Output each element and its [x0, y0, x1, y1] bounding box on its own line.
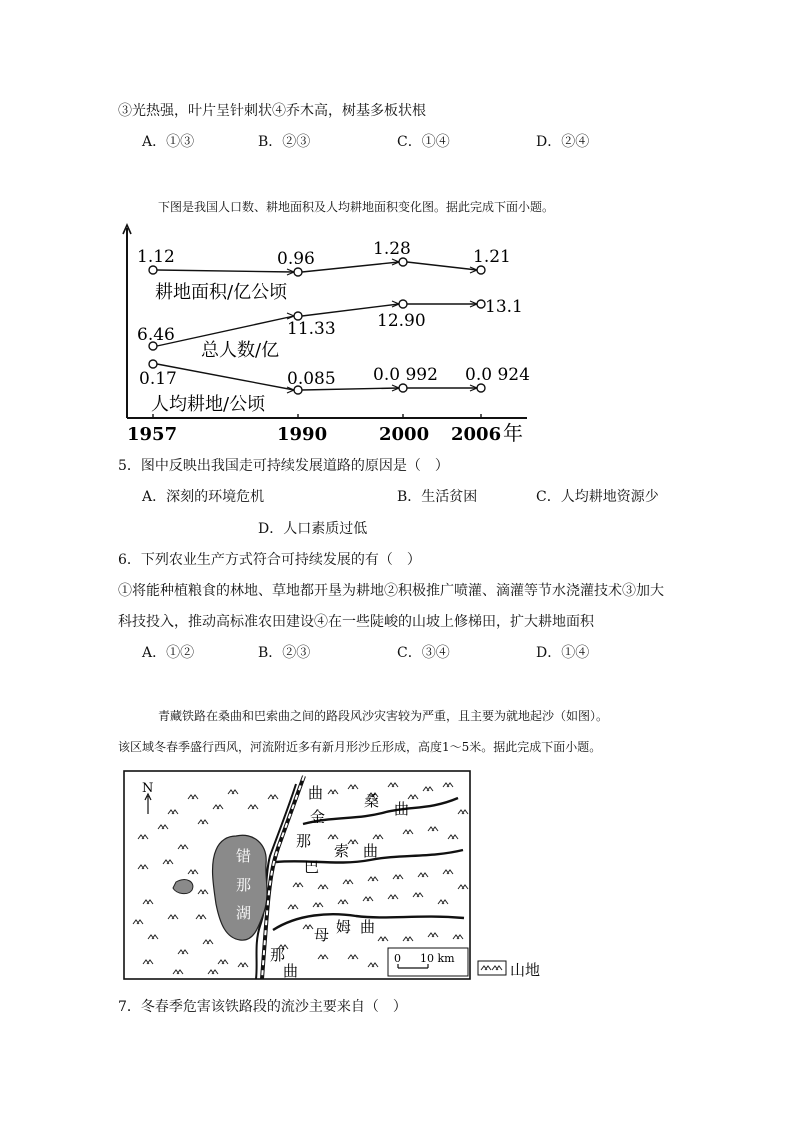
x-tick-label-1990: 1990	[277, 424, 328, 445]
label-na-top: 那	[296, 832, 312, 850]
lake-char-2: 那	[236, 876, 252, 894]
series-2-value-label-2000: 0.0 992	[373, 365, 438, 385]
series-1-value-label-2000: 12.90	[377, 311, 426, 331]
series-0-segment-0	[157, 270, 294, 272]
label-mu-qu: 曲	[360, 918, 376, 936]
q4-option-c: C．①④	[397, 134, 450, 150]
series-0-value-label-1957: 1.12	[137, 247, 175, 267]
q4-option-a: A．①③	[142, 134, 195, 150]
series-2-point-2006	[477, 384, 485, 392]
series-1-value-label-1957: 6.46	[137, 325, 175, 345]
q6-line-2: 科技投入，推动高标准农田建设④在一些陡峻的山坡上修梯田，扩大耕地面积	[118, 614, 594, 630]
x-tick-label-1957: 1957	[127, 424, 178, 445]
series-1-value-label-1990: 11.33	[287, 319, 336, 339]
series-0-segment-1	[302, 262, 399, 272]
x-axis-unit: 年	[503, 421, 523, 445]
series-2-point-1957	[149, 360, 157, 368]
series-0-point-1990	[294, 268, 302, 276]
series-0-point-1957	[149, 266, 157, 274]
chart-intro: 下图是我国人口数、耕地面积及人均耕地面积变化图。据此完成下面小题。	[158, 200, 555, 214]
series-0-value-label-2000: 1.28	[373, 239, 411, 259]
legend-label: 山地	[510, 961, 541, 979]
series-2-point-2000	[399, 384, 407, 392]
q5-option-c: C．人均耕地资源少	[536, 489, 659, 505]
x-tick-label-2000: 2000	[379, 424, 430, 445]
series-0-value-label-2006: 1.21	[473, 247, 511, 267]
label-mu-2: 姆	[336, 918, 352, 936]
q4-option-b: B．②③	[258, 134, 311, 150]
series-2-value-label-1990: 0.085	[287, 369, 336, 389]
map-intro-line-2: 该区域冬春季盛行西风，河流附近多有新月形沙丘形成，高度1～5米。据此完成下面小题。	[118, 740, 602, 754]
series-2-segment-0	[157, 364, 294, 390]
series-0-segment-2	[407, 262, 477, 270]
label-jin: 金	[310, 808, 326, 826]
scale-end: 10 km	[420, 952, 455, 965]
label-ba: 巴	[304, 858, 320, 876]
q6-option-b: B．②③	[258, 645, 311, 661]
q6-option-a: A．①②	[142, 645, 195, 661]
q5-option-b: B．生活贫困	[397, 489, 478, 505]
q5-option-d: D．人口素质过低	[258, 521, 368, 537]
small-lake	[173, 880, 193, 894]
series-1-value-label-2006: 13.1	[485, 297, 523, 317]
q5-stem: 5．图中反映出我国走可持续发展道路的原因是（ ）	[118, 458, 449, 474]
label-qu-bottom: 曲	[283, 962, 299, 980]
q6-option-d: D．①④	[536, 645, 590, 661]
q5-option-a: A．深刻的环境危机	[142, 489, 265, 505]
series-0-point-2006	[477, 266, 485, 274]
scale-start: 0	[394, 952, 401, 965]
q6-option-c: C．③④	[397, 645, 450, 661]
series-2-value-label-2006: 0.0 924	[465, 365, 530, 385]
series-2-value-label-1957: 0.17	[139, 369, 177, 389]
q6-line-1: ①将能种植粮食的林地、草地都开垦为耕地②积极推广喷灌、滴灌等节水浇灌技术③加大	[118, 583, 664, 599]
lake-char-1: 错	[236, 847, 252, 865]
series-1-point-2006	[477, 300, 485, 308]
north-arrow-label: N	[142, 781, 154, 796]
label-suo-qu: 曲	[363, 842, 379, 860]
label-na-bottom: 那	[270, 946, 286, 964]
series-0-value-label-1990: 0.96	[277, 249, 315, 269]
series-0-point-2000	[399, 258, 407, 266]
map-intro-line-1: 青藏铁路在桑曲和巴索曲之间的路段风沙灾害较为严重，且主要为就地起沙（如图）。	[158, 709, 609, 723]
label-sang: 桑	[364, 792, 380, 810]
label-sang-qu: 曲	[394, 800, 410, 818]
label-mu: 母	[314, 926, 330, 944]
series-1-point-2000	[399, 300, 407, 308]
series-2-name-label: 人均耕地/公顷	[151, 394, 266, 415]
q4-statements: ③光热强，叶片呈针刺状④乔木高，树基多板状根	[118, 103, 426, 119]
series-0-name-label: 耕地面积/亿公顷	[155, 282, 288, 303]
label-suo: 索	[334, 842, 350, 860]
population-farmland-chart	[115, 222, 535, 450]
label-qu-top: 曲	[308, 784, 324, 802]
railway-sand-map	[118, 764, 558, 988]
x-tick-label-2006: 2006	[451, 424, 502, 445]
series-1-name-label: 总人数/亿	[201, 340, 280, 361]
q6-stem: 6．下列农业生产方式符合可持续发展的有（ ）	[118, 552, 421, 568]
q4-option-d: D．②④	[536, 134, 590, 150]
q7-stem: 7．冬春季危害该铁路段的流沙主要来自（ ）	[118, 999, 407, 1015]
lake-char-3: 湖	[236, 904, 252, 922]
